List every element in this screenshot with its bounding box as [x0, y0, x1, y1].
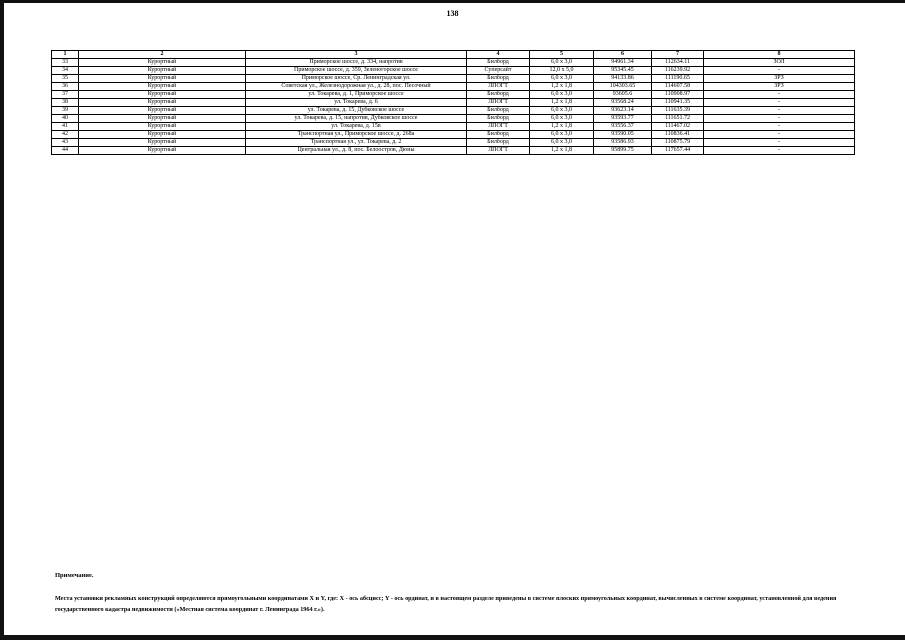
placement-table	[51, 50, 855, 155]
table-row	[52, 139, 855, 147]
cell-type: Билборд	[467, 75, 530, 83]
col-header: 2	[79, 51, 246, 59]
cell-size: 1,2 х 1,8	[530, 147, 594, 155]
cell-number: 37	[52, 91, 79, 99]
cell-zone: -	[704, 123, 855, 131]
cell-number: 39	[52, 107, 79, 115]
scan-edge-left	[0, 0, 4, 640]
cell-number: 33	[52, 59, 79, 67]
cell-zone: -	[704, 147, 855, 155]
col-header: 5	[530, 51, 594, 59]
cell-district: Курортный	[79, 131, 246, 139]
cell-type: Билборд	[467, 59, 530, 67]
cell-type: Билборд	[467, 131, 530, 139]
cell-type: Билборд	[467, 139, 530, 147]
cell-size: 6,0 х 3,0	[530, 107, 594, 115]
page-number: 138	[446, 9, 459, 18]
cell-type: ЛПОГТ	[467, 123, 530, 131]
cell-district: Курортный	[79, 83, 246, 91]
table-row	[52, 91, 855, 99]
cell-x: 95345.45	[594, 67, 652, 75]
table-row	[52, 99, 855, 107]
col-header: 6	[594, 51, 652, 59]
table-row	[52, 67, 855, 75]
scan-edge-bottom	[0, 635, 905, 640]
cell-y: 111651.72	[652, 115, 704, 123]
cell-district: Курортный	[79, 147, 246, 155]
cell-zone: -	[704, 131, 855, 139]
cell-address: ул. Токарева, д. 6	[246, 99, 467, 107]
cell-size: 6,0 х 3,0	[530, 59, 594, 67]
cell-district: Курортный	[79, 59, 246, 67]
cell-size: 6,0 х 3,0	[530, 91, 594, 99]
cell-address: ул. Токарева, д. 15, Дубковское шоссе	[246, 107, 467, 115]
cell-size: 1,2 х 1,8	[530, 83, 594, 91]
cell-x: 93605.6	[594, 91, 652, 99]
cell-zone: ЗРЗ	[704, 75, 855, 83]
cell-y: 111190.65	[652, 75, 704, 83]
cell-number: 41	[52, 123, 79, 131]
cell-type: ЛПОГТ	[467, 83, 530, 91]
cell-district: Курортный	[79, 123, 246, 131]
col-header: 7	[652, 51, 704, 59]
col-header: 8	[704, 51, 855, 59]
cell-zone: -	[704, 115, 855, 123]
cell-address: Центральная ул., д. 8, пос. Белоостров, Дюны	[246, 147, 467, 155]
cell-size: 12,0 х 5,0	[530, 67, 594, 75]
cell-y: 110836.41	[652, 131, 704, 139]
table-row	[52, 75, 855, 83]
cell-zone: -	[704, 99, 855, 107]
cell-address: ул. Токарева, д. 15в	[246, 123, 467, 131]
cell-y: 116239.92	[652, 67, 704, 75]
note-title: Примечание.	[55, 572, 94, 579]
cell-type: Суперсайт	[467, 67, 530, 75]
cell-x: 93593.77	[594, 115, 652, 123]
cell-size: 6,0 х 3,0	[530, 75, 594, 83]
cell-district: Курортный	[79, 67, 246, 75]
col-header: 1	[52, 51, 79, 59]
cell-number: 38	[52, 99, 79, 107]
cell-x: 104303.65	[594, 83, 652, 91]
cell-type: ЛПОГТ	[467, 99, 530, 107]
cell-zone: -	[704, 67, 855, 75]
cell-size: 6,0 х 3,0	[530, 139, 594, 147]
cell-type: ЛПОГТ	[467, 147, 530, 155]
cell-y: 111635.39	[652, 107, 704, 115]
cell-zone: -	[704, 91, 855, 99]
cell-number: 35	[52, 75, 79, 83]
cell-zone: ЗОЛ	[704, 59, 855, 67]
cell-address: Приморское шоссе, д. 334, напротив	[246, 59, 467, 67]
cell-y: 114607.58	[652, 83, 704, 91]
cell-size: 6,0 х 3,0	[530, 115, 594, 123]
table-row	[52, 123, 855, 131]
cell-type: Билборд	[467, 115, 530, 123]
cell-x: 95899.75	[594, 147, 652, 155]
table-row	[52, 131, 855, 139]
cell-type: Билборд	[467, 91, 530, 99]
cell-number: 36	[52, 83, 79, 91]
cell-y: 112634.11	[652, 59, 704, 67]
cell-type: Билборд	[467, 107, 530, 115]
cell-number: 42	[52, 131, 79, 139]
table-row	[52, 107, 855, 115]
cell-district: Курортный	[79, 75, 246, 83]
cell-x: 93623.14	[594, 107, 652, 115]
table-row	[52, 115, 855, 123]
col-header: 3	[246, 51, 467, 59]
cell-address: Приморское шоссе, Ср. Ленинградская ул.	[246, 75, 467, 83]
cell-number: 40	[52, 115, 79, 123]
cell-address: Транспортная ул., ул. Токарева, д. 2	[246, 139, 467, 147]
cell-address: ул. Токарева, д. 1, Приморское шоссе	[246, 91, 467, 99]
cell-x: 93590.05	[594, 131, 652, 139]
note-text: Места установки рекламных конструкций определяются прямоугольными координатами X и Y, где: X - ось абсцисс; Y - ось ординат, и в настоящем разделе приведены в системе плоских прямоугольных координат, вычисленных в системе координат, установленной для ведения государственного кадастра недвижимости («Местная система координат г. Ленинграда 1964 г.»).	[55, 595, 837, 613]
table-body	[52, 59, 855, 155]
cell-number: 44	[52, 147, 79, 155]
cell-district: Курортный	[79, 115, 246, 123]
table-row	[52, 59, 855, 67]
cell-y: 110941.35	[652, 99, 704, 107]
cell-address: Приморское шоссе, д. 359, Зеленогорское шоссе	[246, 67, 467, 75]
cell-address: Советская ул., Железнодорожная ул., д. 28, пос. Песочный	[246, 83, 467, 91]
cell-zone: -	[704, 107, 855, 115]
cell-x: 93586.93	[594, 139, 652, 147]
cell-y: 111467.02	[652, 123, 704, 131]
table-row	[52, 147, 855, 155]
cell-y: 110908.97	[652, 91, 704, 99]
scan-edge-top	[0, 0, 905, 3]
cell-size: 6,0 х 3,0	[530, 131, 594, 139]
cell-address: Транспортная ул., Приморское шоссе, д. 268а	[246, 131, 467, 139]
cell-zone: ЗРЗ	[704, 83, 855, 91]
cell-address: ул. Токарева, д. 15, напротив, Дубковское шоссе	[246, 115, 467, 123]
cell-size: 1,2 х 1,8	[530, 123, 594, 131]
cell-district: Курортный	[79, 91, 246, 99]
cell-district: Курортный	[79, 139, 246, 147]
cell-x: 93568.24	[594, 99, 652, 107]
cell-y: 117657.44	[652, 147, 704, 155]
cell-x: 94961.34	[594, 59, 652, 67]
cell-y: 110875.79	[652, 139, 704, 147]
cell-district: Курортный	[79, 99, 246, 107]
table-header-row	[52, 51, 855, 59]
col-header: 4	[467, 51, 530, 59]
cell-number: 43	[52, 139, 79, 147]
cell-x: 94133.86	[594, 75, 652, 83]
cell-x: 93556.37	[594, 123, 652, 131]
cell-district: Курортный	[79, 107, 246, 115]
table-row	[52, 83, 855, 91]
cell-number: 34	[52, 67, 79, 75]
cell-size: 1,2 х 1,8	[530, 99, 594, 107]
cell-zone: -	[704, 139, 855, 147]
